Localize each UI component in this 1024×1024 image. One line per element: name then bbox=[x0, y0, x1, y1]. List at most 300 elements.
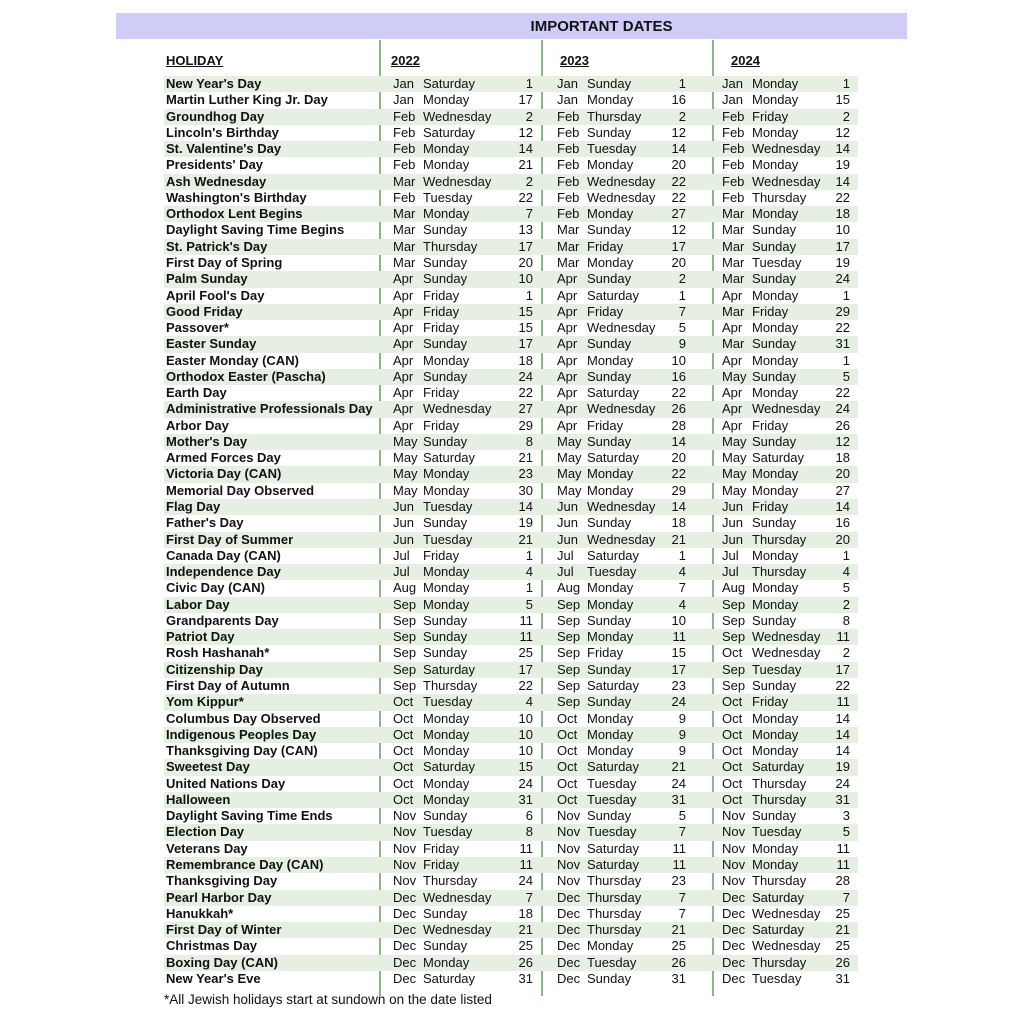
day-2024: 19 bbox=[835, 254, 850, 270]
month-2022: Apr bbox=[393, 336, 414, 352]
weekday-2022: Friday bbox=[423, 287, 460, 303]
table-row bbox=[164, 92, 858, 108]
month-2024: Feb bbox=[722, 141, 745, 157]
weekday-2023: Sunday bbox=[587, 612, 632, 628]
weekday-2024: Tuesday bbox=[752, 661, 802, 677]
day-2024: 19 bbox=[835, 157, 850, 173]
month-2022: Sep bbox=[393, 661, 417, 677]
month-2022: Oct bbox=[393, 743, 414, 759]
day-2022: 30 bbox=[518, 482, 533, 498]
weekday-2023: Wednesday bbox=[587, 173, 656, 189]
weekday-2024: Monday bbox=[752, 856, 799, 872]
day-2023: 9 bbox=[678, 336, 686, 352]
holiday-name: April Fool's Day bbox=[166, 287, 265, 303]
month-2024: Mar bbox=[722, 271, 745, 287]
day-2022: 7 bbox=[525, 206, 533, 222]
month-2023: Apr bbox=[557, 417, 578, 433]
weekday-2022: Friday bbox=[423, 840, 460, 856]
day-2022: 15 bbox=[518, 320, 533, 336]
holiday-name: Pearl Harbor Day bbox=[166, 889, 272, 905]
day-2023: 12 bbox=[671, 124, 686, 140]
month-2022: Oct bbox=[393, 791, 414, 807]
weekday-2023: Tuesday bbox=[587, 775, 637, 791]
weekday-2023: Thursday bbox=[587, 905, 642, 921]
month-2024: Feb bbox=[722, 189, 745, 205]
month-2024: Apr bbox=[722, 352, 743, 368]
table-row bbox=[164, 499, 858, 515]
day-2024: 21 bbox=[835, 922, 850, 938]
day-2022: 8 bbox=[525, 433, 533, 449]
weekday-2023: Monday bbox=[587, 710, 634, 726]
weekday-2022: Thursday bbox=[423, 677, 478, 693]
day-2023: 27 bbox=[671, 206, 686, 222]
month-2023: Mar bbox=[557, 238, 580, 254]
month-2024: May bbox=[722, 433, 747, 449]
day-2023: 23 bbox=[671, 677, 686, 693]
weekday-2023: Sunday bbox=[587, 124, 632, 140]
weekday-2024: Sunday bbox=[752, 271, 797, 287]
weekday-2023: Saturday bbox=[587, 856, 640, 872]
month-2022: Oct bbox=[393, 694, 414, 710]
weekday-2024: Saturday bbox=[752, 922, 805, 938]
day-2023: 11 bbox=[672, 840, 686, 856]
weekday-2023: Monday bbox=[587, 206, 634, 222]
day-2022: 29 bbox=[518, 417, 533, 433]
weekday-2023: Monday bbox=[587, 580, 634, 596]
day-2023: 16 bbox=[671, 368, 686, 384]
table-row bbox=[164, 711, 858, 727]
day-2022: 24 bbox=[518, 775, 533, 791]
weekday-2024: Saturday bbox=[752, 889, 805, 905]
day-2023: 21 bbox=[671, 759, 686, 775]
day-2022: 26 bbox=[518, 954, 533, 970]
month-2024: Aug bbox=[722, 580, 746, 596]
weekday-2023: Tuesday bbox=[587, 141, 637, 157]
day-2023: 16 bbox=[671, 92, 686, 108]
day-2022: 22 bbox=[518, 189, 533, 205]
weekday-2022: Thursday bbox=[423, 238, 478, 254]
table-row bbox=[164, 564, 858, 580]
day-2022: 14 bbox=[518, 499, 533, 515]
weekday-2024: Monday bbox=[752, 840, 799, 856]
weekday-2022: Monday bbox=[423, 92, 470, 108]
weekday-2023: Sunday bbox=[587, 433, 632, 449]
weekday-2024: Monday bbox=[752, 596, 799, 612]
table-row bbox=[164, 109, 858, 125]
day-2024: 14 bbox=[835, 726, 850, 742]
weekday-2024: Monday bbox=[752, 726, 799, 742]
month-2022: Apr bbox=[393, 401, 414, 417]
weekday-2024: Friday bbox=[752, 499, 789, 515]
day-2023: 24 bbox=[671, 694, 686, 710]
month-2022: Sep bbox=[393, 677, 417, 693]
day-2023: 11 bbox=[672, 856, 686, 872]
weekday-2022: Friday bbox=[423, 320, 460, 336]
holiday-name: Victoria Day (CAN) bbox=[166, 466, 282, 482]
month-2024: Sep bbox=[722, 629, 746, 645]
day-2022: 24 bbox=[518, 873, 533, 889]
month-2022: May bbox=[393, 450, 418, 466]
table-row bbox=[164, 841, 858, 857]
weekday-2022: Sunday bbox=[423, 629, 468, 645]
table-row bbox=[164, 336, 858, 352]
day-2022: 1 bbox=[525, 287, 533, 303]
weekday-2024: Tuesday bbox=[752, 970, 802, 986]
weekday-2022: Friday bbox=[423, 303, 460, 319]
day-2024: 12 bbox=[835, 124, 850, 140]
day-2023: 7 bbox=[678, 905, 686, 921]
weekday-2024: Monday bbox=[752, 385, 799, 401]
day-2022: 13 bbox=[518, 222, 533, 238]
day-2023: 24 bbox=[671, 775, 686, 791]
day-2024: 10 bbox=[835, 222, 850, 238]
holiday-name: Canada Day (CAN) bbox=[166, 547, 281, 563]
weekday-2022: Monday bbox=[423, 791, 470, 807]
holiday-name: Armed Forces Day bbox=[166, 450, 281, 466]
day-2024: 11 bbox=[836, 856, 850, 872]
month-2023: Nov bbox=[557, 824, 581, 840]
holiday-name: Civic Day (CAN) bbox=[166, 580, 265, 596]
table-row bbox=[164, 125, 858, 141]
day-2024: 31 bbox=[835, 791, 850, 807]
month-2024: Sep bbox=[722, 612, 746, 628]
month-2023: Apr bbox=[557, 320, 578, 336]
holiday-name: Earth Day bbox=[166, 385, 227, 401]
table-row bbox=[164, 808, 858, 824]
month-2024: Apr bbox=[722, 320, 743, 336]
day-2023: 11 bbox=[672, 629, 686, 645]
month-2024: Jun bbox=[722, 515, 743, 531]
weekday-2024: Wednesday bbox=[752, 645, 821, 661]
weekday-2023: Wednesday bbox=[587, 189, 656, 205]
day-2024: 28 bbox=[835, 873, 850, 889]
header-2024: 2024 bbox=[731, 53, 760, 68]
month-2024: Jan bbox=[722, 92, 743, 108]
month-2023: Jul bbox=[557, 547, 574, 563]
table-row bbox=[164, 418, 858, 434]
table-row bbox=[164, 873, 858, 889]
weekday-2022: Friday bbox=[423, 856, 460, 872]
holiday-name: United Nations Day bbox=[166, 775, 286, 791]
month-2022: Jul bbox=[393, 547, 410, 563]
month-2022: Sep bbox=[393, 612, 417, 628]
month-2023: Nov bbox=[557, 840, 581, 856]
weekday-2023: Friday bbox=[587, 238, 624, 254]
month-2022: Apr bbox=[393, 303, 414, 319]
day-2024: 7 bbox=[842, 889, 850, 905]
weekday-2022: Thursday bbox=[423, 873, 478, 889]
day-2022: 6 bbox=[525, 808, 533, 824]
day-2022: 10 bbox=[518, 743, 533, 759]
month-2022: Apr bbox=[393, 271, 414, 287]
month-2024: Feb bbox=[722, 108, 745, 124]
day-2023: 22 bbox=[671, 189, 686, 205]
day-2023: 20 bbox=[671, 254, 686, 270]
weekday-2022: Tuesday bbox=[423, 189, 473, 205]
weekday-2022: Tuesday bbox=[423, 694, 473, 710]
weekday-2022: Sunday bbox=[423, 368, 468, 384]
weekday-2022: Monday bbox=[423, 466, 470, 482]
holiday-name: Flag Day bbox=[166, 499, 221, 515]
day-2024: 16 bbox=[835, 515, 850, 531]
month-2022: Nov bbox=[393, 840, 417, 856]
weekday-2023: Tuesday bbox=[587, 824, 637, 840]
month-2022: Jun bbox=[393, 531, 414, 547]
holiday-name: Yom Kippur* bbox=[166, 694, 244, 710]
day-2024: 2 bbox=[842, 645, 850, 661]
table-row bbox=[164, 955, 858, 971]
header-2022: 2022 bbox=[391, 53, 420, 68]
weekday-2022: Monday bbox=[423, 954, 470, 970]
month-2023: Oct bbox=[557, 791, 578, 807]
month-2022: Feb bbox=[393, 124, 416, 140]
day-2024: 3 bbox=[842, 808, 850, 824]
holiday-name: Christmas Day bbox=[166, 938, 258, 954]
holiday-name: Sweetest Day bbox=[166, 759, 250, 775]
day-2023: 17 bbox=[671, 661, 686, 677]
weekday-2024: Tuesday bbox=[752, 824, 802, 840]
table-row bbox=[164, 369, 858, 385]
table-row bbox=[164, 450, 858, 466]
holiday-name: Thanksgiving Day bbox=[166, 873, 278, 889]
holiday-name: Remembrance Day (CAN) bbox=[166, 856, 324, 872]
weekday-2022: Monday bbox=[423, 775, 470, 791]
month-2023: May bbox=[557, 433, 582, 449]
holiday-name: Father's Day bbox=[166, 515, 244, 531]
holiday-name: Easter Monday (CAN) bbox=[166, 352, 299, 368]
day-2022: 14 bbox=[518, 141, 533, 157]
month-2024: Jul bbox=[722, 547, 739, 563]
day-2022: 19 bbox=[518, 515, 533, 531]
month-2023: Apr bbox=[557, 401, 578, 417]
weekday-2022: Friday bbox=[423, 417, 460, 433]
day-2023: 9 bbox=[678, 710, 686, 726]
weekday-2022: Monday bbox=[423, 482, 470, 498]
month-2024: Oct bbox=[722, 743, 743, 759]
month-2022: Mar bbox=[393, 206, 416, 222]
month-2022: Apr bbox=[393, 352, 414, 368]
month-2023: Nov bbox=[557, 856, 581, 872]
month-2024: Nov bbox=[722, 856, 746, 872]
month-2024: Mar bbox=[722, 206, 745, 222]
holiday-name: Mother's Day bbox=[166, 433, 248, 449]
month-2023: Oct bbox=[557, 726, 578, 742]
weekday-2024: Monday bbox=[752, 92, 799, 108]
month-2023: Sep bbox=[557, 629, 581, 645]
weekday-2022: Wednesday bbox=[423, 173, 492, 189]
table-row bbox=[164, 792, 858, 808]
table-row bbox=[164, 694, 858, 710]
weekday-2023: Sunday bbox=[587, 808, 632, 824]
month-2023: Sep bbox=[557, 661, 581, 677]
month-2022: May bbox=[393, 433, 418, 449]
weekday-2023: Thursday bbox=[587, 889, 642, 905]
month-2023: Oct bbox=[557, 759, 578, 775]
month-2024: May bbox=[722, 450, 747, 466]
weekday-2024: Thursday bbox=[752, 873, 807, 889]
holiday-name: Daylight Saving Time Begins bbox=[166, 222, 345, 238]
month-2022: Mar bbox=[393, 222, 416, 238]
month-2024: Jun bbox=[722, 531, 743, 547]
weekday-2024: Sunday bbox=[752, 677, 797, 693]
weekday-2022: Sunday bbox=[423, 222, 468, 238]
month-2022: Apr bbox=[393, 385, 414, 401]
weekday-2022: Monday bbox=[423, 596, 470, 612]
day-2024: 27 bbox=[835, 482, 850, 498]
weekday-2024: Thursday bbox=[752, 564, 807, 580]
table-row bbox=[164, 271, 858, 287]
holiday-name: Orthodox Lent Begins bbox=[166, 206, 303, 222]
month-2022: Feb bbox=[393, 141, 416, 157]
weekday-2023: Monday bbox=[587, 743, 634, 759]
month-2024: Feb bbox=[722, 157, 745, 173]
weekday-2022: Saturday bbox=[423, 759, 476, 775]
weekday-2023: Sunday bbox=[587, 76, 632, 91]
weekday-2024: Monday bbox=[752, 287, 799, 303]
weekday-2023: Sunday bbox=[587, 694, 632, 710]
day-2023: 18 bbox=[671, 515, 686, 531]
day-2023: 1 bbox=[678, 287, 686, 303]
day-2022: 31 bbox=[518, 791, 533, 807]
table-row bbox=[164, 971, 858, 987]
weekday-2024: Tuesday bbox=[752, 254, 802, 270]
day-2022: 18 bbox=[518, 352, 533, 368]
month-2024: Oct bbox=[722, 645, 743, 661]
table-row bbox=[164, 613, 858, 629]
day-2023: 28 bbox=[671, 417, 686, 433]
table-row bbox=[164, 141, 858, 157]
month-2022: Jul bbox=[393, 564, 410, 580]
weekday-2024: Wednesday bbox=[752, 938, 821, 954]
month-2022: Apr bbox=[393, 287, 414, 303]
day-2024: 26 bbox=[835, 417, 850, 433]
month-2024: Mar bbox=[722, 336, 745, 352]
holiday-name: Hanukkah* bbox=[166, 905, 234, 921]
table-row bbox=[164, 890, 858, 906]
month-2022: Oct bbox=[393, 775, 414, 791]
weekday-2023: Monday bbox=[587, 629, 634, 645]
weekday-2024: Saturday bbox=[752, 450, 805, 466]
day-2023: 1 bbox=[678, 76, 686, 91]
weekday-2022: Saturday bbox=[423, 970, 476, 986]
month-2024: Oct bbox=[722, 726, 743, 742]
weekday-2023: Saturday bbox=[587, 840, 640, 856]
day-2022: 10 bbox=[518, 726, 533, 742]
month-2024: Dec bbox=[722, 905, 746, 921]
day-2022: 2 bbox=[525, 108, 533, 124]
day-2024: 26 bbox=[835, 954, 850, 970]
day-2024: 11 bbox=[836, 629, 850, 645]
day-2024: 22 bbox=[835, 677, 850, 693]
day-2023: 10 bbox=[671, 612, 686, 628]
holiday-name: Labor Day bbox=[166, 596, 230, 612]
table-row bbox=[164, 824, 858, 840]
day-2023: 2 bbox=[678, 108, 686, 124]
day-2024: 29 bbox=[835, 303, 850, 319]
day-2024: 22 bbox=[835, 189, 850, 205]
day-2024: 1 bbox=[842, 287, 850, 303]
day-2024: 25 bbox=[835, 938, 850, 954]
weekday-2022: Tuesday bbox=[423, 824, 473, 840]
month-2024: Oct bbox=[722, 694, 743, 710]
holiday-name: Memorial Day Observed bbox=[166, 482, 315, 498]
month-2024: Nov bbox=[722, 840, 746, 856]
footnote: *All Jewish holidays start at sundown on the date listed bbox=[164, 992, 492, 1007]
holiday-name: First Day of Summer bbox=[166, 531, 294, 547]
holiday-name: Arbor Day bbox=[166, 417, 229, 433]
month-2023: Feb bbox=[557, 124, 580, 140]
holiday-name: Orthodox Easter (Pascha) bbox=[166, 368, 326, 384]
weekday-2024: Wednesday bbox=[752, 401, 821, 417]
holiday-name: Presidents' Day bbox=[166, 157, 264, 173]
day-2024: 5 bbox=[842, 824, 850, 840]
month-2023: Oct bbox=[557, 775, 578, 791]
table-row bbox=[164, 532, 858, 548]
month-2023: Dec bbox=[557, 889, 581, 905]
weekday-2024: Sunday bbox=[752, 808, 797, 824]
month-2024: Sep bbox=[722, 596, 746, 612]
table-row bbox=[164, 580, 858, 596]
weekday-2023: Sunday bbox=[587, 368, 632, 384]
day-2024: 2 bbox=[842, 596, 850, 612]
day-2024: 17 bbox=[835, 238, 850, 254]
day-2024: 11 bbox=[836, 840, 850, 856]
weekday-2022: Monday bbox=[423, 710, 470, 726]
weekday-2023: Thursday bbox=[587, 873, 642, 889]
weekday-2024: Thursday bbox=[752, 791, 807, 807]
month-2023: Dec bbox=[557, 954, 581, 970]
month-2023: Dec bbox=[557, 922, 581, 938]
month-2024: Oct bbox=[722, 710, 743, 726]
weekday-2022: Sunday bbox=[423, 808, 468, 824]
table-row bbox=[164, 239, 858, 255]
month-2023: Jan bbox=[557, 76, 578, 91]
day-2022: 24 bbox=[518, 368, 533, 384]
holiday-name: Citizenship Day bbox=[166, 661, 263, 677]
table-row bbox=[164, 174, 858, 190]
day-2023: 22 bbox=[671, 466, 686, 482]
day-2023: 7 bbox=[678, 580, 686, 596]
day-2023: 7 bbox=[678, 889, 686, 905]
weekday-2023: Wednesday bbox=[587, 320, 656, 336]
day-2024: 20 bbox=[835, 531, 850, 547]
month-2023: Jan bbox=[557, 92, 578, 108]
holiday-name: Administrative Professionals Day bbox=[166, 401, 373, 417]
day-2022: 2 bbox=[525, 173, 533, 189]
table-row bbox=[164, 401, 858, 417]
weekday-2022: Wednesday bbox=[423, 922, 492, 938]
day-2024: 14 bbox=[835, 141, 850, 157]
weekday-2024: Monday bbox=[752, 76, 799, 91]
holiday-name: Indigenous Peoples Day bbox=[166, 726, 317, 742]
table-row bbox=[164, 320, 858, 336]
table-row bbox=[164, 597, 858, 613]
month-2023: Feb bbox=[557, 206, 580, 222]
month-2024: May bbox=[722, 466, 747, 482]
month-2024: Apr bbox=[722, 401, 743, 417]
month-2023: Apr bbox=[557, 336, 578, 352]
month-2022: Mar bbox=[393, 254, 416, 270]
month-2022: Apr bbox=[393, 368, 414, 384]
day-2022: 25 bbox=[518, 938, 533, 954]
day-2022: 11 bbox=[519, 629, 533, 645]
day-2022: 10 bbox=[518, 710, 533, 726]
weekday-2022: Friday bbox=[423, 547, 460, 563]
holiday-name: First Day of Spring bbox=[166, 254, 283, 270]
month-2022: Jan bbox=[393, 76, 414, 91]
day-2022: 17 bbox=[518, 336, 533, 352]
day-2022: 4 bbox=[525, 564, 533, 580]
